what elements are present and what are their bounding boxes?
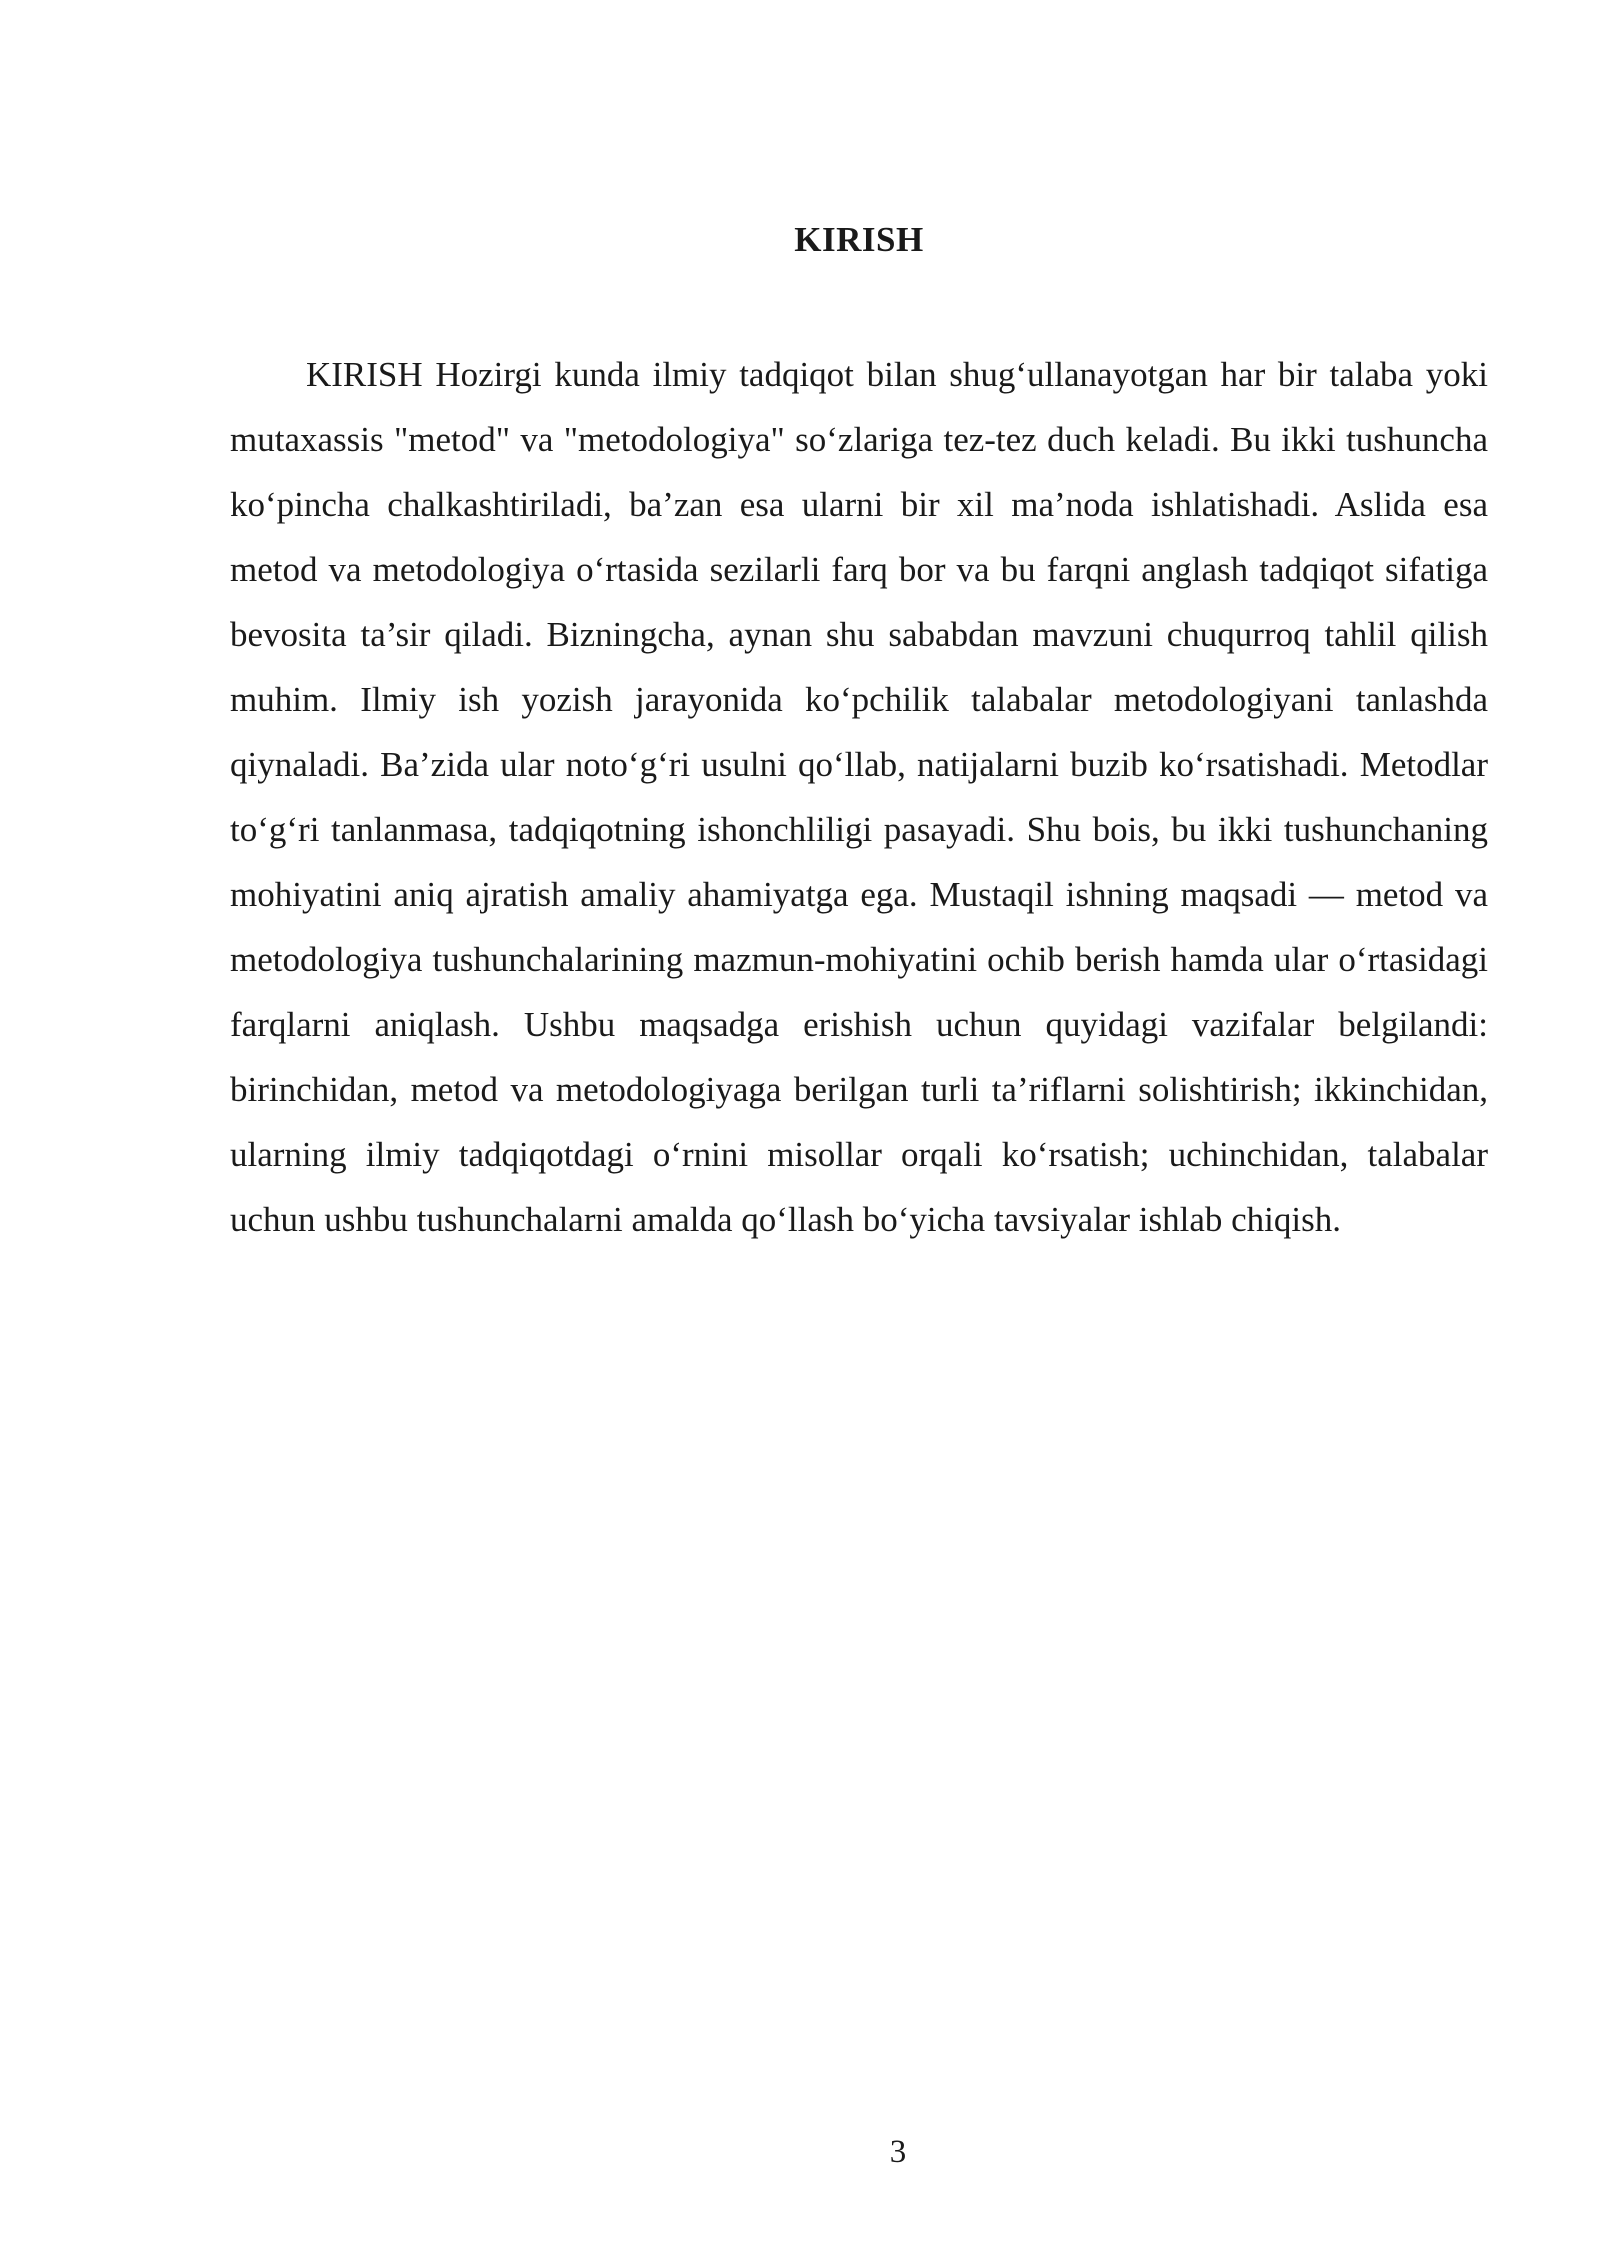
body-paragraph: KIRISH Hozirgi kunda ilmiy tadqiqot bilan shug‘ullanayotgan har bir talaba yoki mutaxassis "metod" va "metodologiya" so‘zlariga tez-tez duch keladi. Bu ikki tushuncha ko‘pincha chalkashtiriladi, ba’zan esa ularni bir xil ma’noda ishlatishadi. Aslida esa metod va metodologiya o‘rtasida sezilarli farq bor va bu farqni anglash tadqiqot sifatiga bevosita ta’sir qiladi. Bizningcha, aynan shu sababdan mavzuni chuqurroq tahlil qilish muhim. Ilmiy ish yozish jarayonida ko‘pchilik talabalar metodologiyani tanlashda qiynaladi. Ba’zida ular noto‘g‘ri usulni qo‘llab, natijalarni buzib ko‘rsatishadi. Metodlar to‘g‘ri tanlanmasa, tadqiqotning ishonchliligi pasayadi. Shu bois, bu ikki tushunchaning mohiyatini aniq ajratish amaliy ahamiyatga ega. Mustaqil ishning maqsadi — metod va metodologiya tushunchalarining mazmun-mohiyatini ochib berish hamda ular o‘rtasidagi farqlarni aniqlash. Ushbu maqsadga erishish uchun quyidagi vazifalar belgilandi: birinchidan, metod va metodologiyaga berilgan turli ta’riflarni solishtirish; ikkinchidan, ularning ilmiy tadqiqotdagi o‘rnini misollar orqali ko‘rsatish; uchinchidan, talabalar uchun ushbu tushunchalarni amalda qo‘llash bo‘yicha tavsiyalar ishlab chiqish.: [230, 355, 1488, 1239]
section-heading: KIRISH: [794, 220, 924, 259]
page-number: 3: [889, 2134, 907, 2170]
